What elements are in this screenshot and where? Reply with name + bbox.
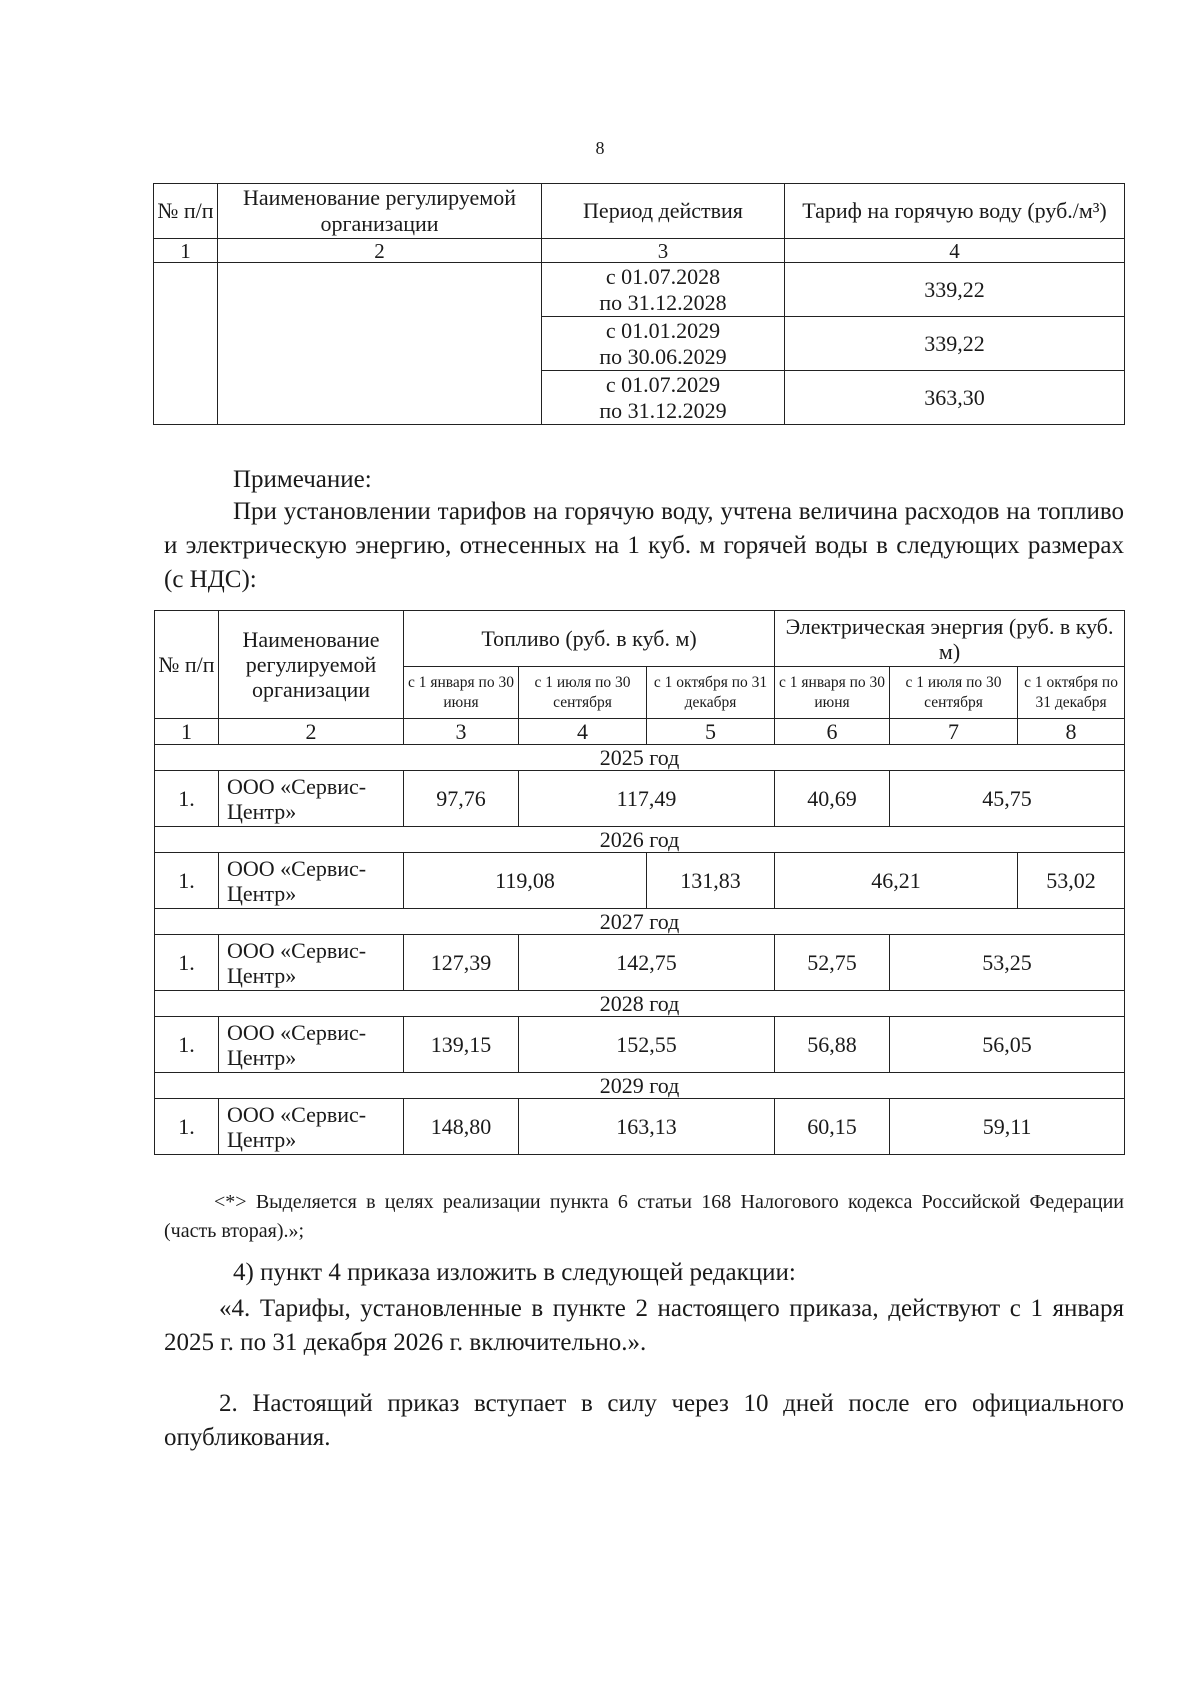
organization-name: ООО «Сервис-Центр» bbox=[219, 1017, 404, 1073]
organization-name: ООО «Сервис-Центр» bbox=[219, 935, 404, 991]
electricity-value: 40,69 bbox=[775, 771, 890, 827]
row-number: 1. bbox=[155, 853, 219, 909]
year-label: 2028 год bbox=[155, 991, 1125, 1017]
year-label: 2027 год bbox=[155, 909, 1125, 935]
table1-col-number-row bbox=[154, 239, 1125, 263]
organization-name: ООО «Сервис-Центр» bbox=[219, 853, 404, 909]
electricity-value: 46,21 bbox=[775, 853, 1018, 909]
year-label: 2029 год bbox=[155, 1073, 1125, 1099]
note-text: При установлении тарифов на горячую воду, учтена величина расходов на топливо и электрическую энергию, отнесенных на 1 куб. м горячей воды в следующих размерах (с НДС): bbox=[164, 498, 1124, 593]
hot-water-tariff-table bbox=[153, 183, 1125, 425]
electricity-value: 53,25 bbox=[890, 935, 1125, 991]
row-number: 1. bbox=[155, 771, 219, 827]
electricity-value: 56,05 bbox=[890, 1017, 1125, 1073]
item-2-text: 2. Настоящий приказ вступает в силу через 10 дней после его официального опубликования. bbox=[164, 1390, 1124, 1451]
row-number: 1. bbox=[155, 1017, 219, 1073]
table1-col-number: 2 bbox=[218, 239, 542, 263]
electricity-value: 60,15 bbox=[775, 1099, 890, 1155]
row-number: 1. bbox=[155, 1099, 219, 1155]
table2-subheader: с 1 октября по 31 декабря bbox=[647, 667, 775, 719]
period-cell bbox=[542, 317, 785, 371]
table1-header-tariff: Тариф на горячую воду (руб./м³) bbox=[785, 184, 1125, 239]
electricity-value: 45,75 bbox=[890, 771, 1125, 827]
table2-header-row bbox=[155, 611, 1125, 667]
electricity-value: 56,88 bbox=[775, 1017, 890, 1073]
fuel-value: 148,80 bbox=[404, 1099, 519, 1155]
organization-name: ООО «Сервис-Центр» bbox=[219, 1099, 404, 1155]
table1-empty-num bbox=[154, 263, 218, 425]
table-row bbox=[154, 263, 1125, 317]
table2-subheader: с 1 июля по 30 сентября bbox=[890, 667, 1018, 719]
item-4-text: «4. Тарифы, установленные в пункте 2 настоящего приказа, действуют с 1 января 2025 г. по 31 декабря 2026 г. включительно.». bbox=[164, 1295, 1124, 1356]
table-row bbox=[155, 1099, 1125, 1155]
fuel-value: 142,75 bbox=[519, 935, 775, 991]
year-row bbox=[155, 827, 1125, 853]
fuel-value: 139,15 bbox=[404, 1017, 519, 1073]
table-row bbox=[155, 935, 1125, 991]
table1-empty-org bbox=[218, 263, 542, 425]
table2-header-electricity: Электрическая энергия (руб. в куб. м) bbox=[775, 611, 1125, 667]
table-row bbox=[155, 771, 1125, 827]
fuel-value: 131,83 bbox=[647, 853, 775, 909]
table2-col-number-row bbox=[155, 719, 1125, 745]
table1-header-num: № п/п bbox=[154, 184, 218, 239]
year-row bbox=[155, 745, 1125, 771]
table2-col-number: 1 bbox=[155, 719, 219, 745]
year-row bbox=[155, 909, 1125, 935]
period-cell bbox=[542, 263, 785, 317]
fuel-value: 163,13 bbox=[519, 1099, 775, 1155]
period-cell bbox=[542, 371, 785, 425]
table1-col-number: 1 bbox=[154, 239, 218, 263]
table1-header-row bbox=[154, 184, 1125, 239]
fuel-value: 152,55 bbox=[519, 1017, 775, 1073]
year-label: 2025 год bbox=[155, 745, 1125, 771]
table2-col-number: 2 bbox=[219, 719, 404, 745]
table2-col-number: 4 bbox=[519, 719, 647, 745]
period-to: по 31.12.2029 bbox=[599, 397, 727, 423]
tariff-cell: 339,22 bbox=[785, 317, 1125, 371]
electricity-value: 52,75 bbox=[775, 935, 890, 991]
table2-col-number: 8 bbox=[1018, 719, 1125, 745]
fuel-value: 119,08 bbox=[404, 853, 647, 909]
year-row bbox=[155, 1073, 1125, 1099]
tariff-cell: 363,30 bbox=[785, 371, 1125, 425]
period-from: с 01.01.2029 bbox=[605, 317, 721, 343]
electricity-value: 59,11 bbox=[890, 1099, 1125, 1155]
tariff-cell: 339,22 bbox=[785, 263, 1125, 317]
table-row bbox=[155, 853, 1125, 909]
table2-subheader: с 1 января по 30 июня bbox=[775, 667, 890, 719]
table1-col-number: 3 bbox=[542, 239, 785, 263]
year-label: 2026 год bbox=[155, 827, 1125, 853]
table2-col-number: 6 bbox=[775, 719, 890, 745]
table2-col-number: 7 bbox=[890, 719, 1018, 745]
page-number: 8 bbox=[595, 138, 605, 158]
period-to: по 30.06.2029 bbox=[599, 343, 727, 369]
row-number: 1. bbox=[155, 935, 219, 991]
organization-name: ООО «Сервис-Центр» bbox=[219, 771, 404, 827]
note-title: Примечание: bbox=[233, 466, 372, 493]
period-to: по 31.12.2028 bbox=[599, 289, 727, 315]
period-from: с 01.07.2028 bbox=[605, 263, 721, 289]
table2-header-fuel: Топливо (руб. в куб. м) bbox=[404, 611, 775, 667]
table1-col-number: 4 bbox=[785, 239, 1125, 263]
fuel-value: 117,49 bbox=[519, 771, 775, 827]
table2-col-number: 5 bbox=[647, 719, 775, 745]
table1-header-period: Период действия bbox=[542, 184, 785, 239]
period-from: с 01.07.2029 bbox=[605, 371, 721, 397]
table-row bbox=[155, 1017, 1125, 1073]
table2-subheader: с 1 июля по 30 сентября bbox=[519, 667, 647, 719]
table2-header-org: Наименование регулируемой организации bbox=[219, 611, 404, 719]
table1-header-org: Наименование регулируемой организации bbox=[218, 184, 542, 239]
table2-subheader: с 1 января по 30 июня bbox=[404, 667, 519, 719]
footnote: <*> Выделяется в целях реализации пункта 6 статьи 168 Налогового кодекса Российской Федерации (часть вторая).»; bbox=[164, 1191, 1124, 1242]
fuel-electricity-table bbox=[154, 610, 1125, 1155]
table2-header-num: № п/п bbox=[155, 611, 219, 719]
table2-col-number: 3 bbox=[404, 719, 519, 745]
fuel-value: 127,39 bbox=[404, 935, 519, 991]
item-4-heading: 4) пункт 4 приказа изложить в следующей редакции: bbox=[233, 1259, 796, 1286]
fuel-value: 97,76 bbox=[404, 771, 519, 827]
year-row bbox=[155, 991, 1125, 1017]
electricity-value: 53,02 bbox=[1018, 853, 1125, 909]
table2-subheader: с 1 октября по 31 декабря bbox=[1018, 667, 1125, 719]
